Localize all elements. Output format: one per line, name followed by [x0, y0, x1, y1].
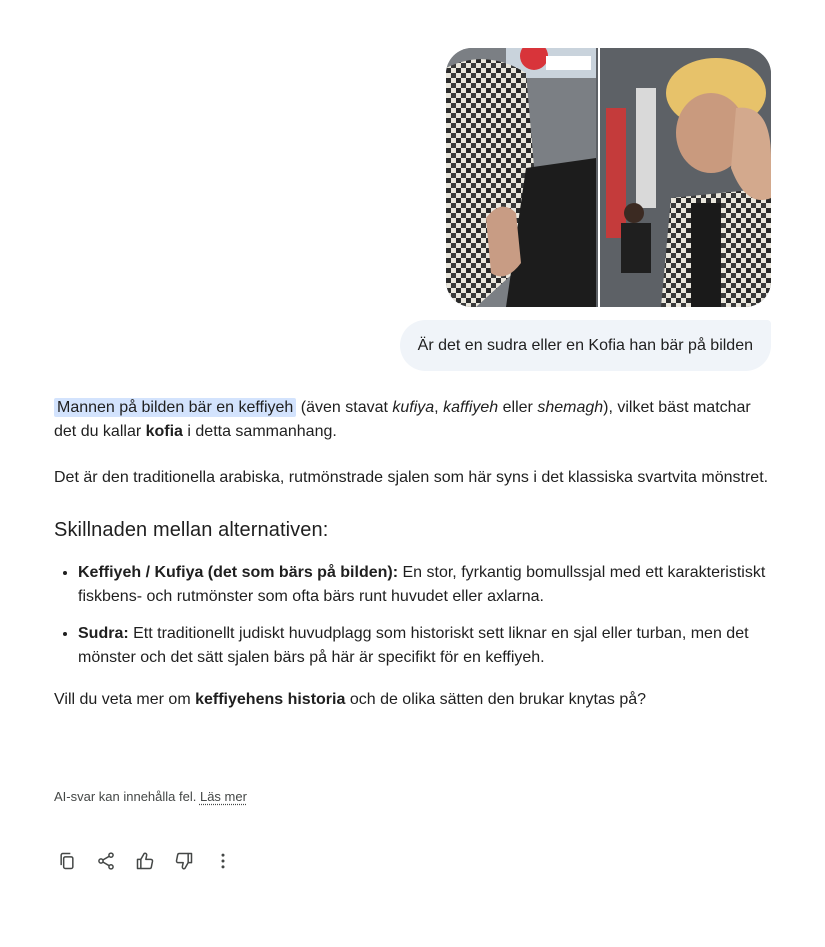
copy-button[interactable] [54, 848, 79, 873]
more-options-button[interactable] [210, 848, 235, 873]
thumbs-down-icon [174, 851, 194, 871]
response-actions [54, 848, 235, 873]
assistant-response [54, 396, 774, 734]
response-bullet-list [54, 560, 774, 670]
more-vertical-icon [213, 851, 233, 871]
user-message-text: Är det en sudra eller en Kofia han bär på bilden [417, 336, 753, 354]
thumbs-up-button[interactable] [132, 848, 157, 873]
copy-icon [57, 851, 77, 871]
ai-disclaimer: AI-svar kan innehålla fel. Läs mer [54, 789, 247, 804]
learn-more-link[interactable]: Läs mer [199, 789, 247, 804]
list-item: • Sudra: Ett traditionellt judiskt huvudplagg som historiskt sett liknar en sjal eller turban, men det mönster och det sätt sjalen bärs på här är specifikt för en keffiyeh. [78, 621, 774, 670]
list-item: • Keffiyeh / Kufiya (det som bärs på bilden): En stor, fyrkantig bomullssjal med ett karakteristiskt fiskbens- och rutmönster som ofta bärs runt huvudet eller axlarna. [78, 560, 774, 609]
highlighted-text: Mannen på bilden bär en keffiyeh [54, 398, 296, 417]
response-paragraph-1: Mannen på bilden bär en keffiyeh (även stavat kufiya, kaffiyeh eller shemagh), vilket bäst matchar det du kallar kofia i detta sammanhang. [54, 399, 751, 440]
response-heading: Skillnaden mellan alternativen: [54, 519, 329, 541]
share-button[interactable] [93, 848, 118, 873]
response-paragraph-2: Det är den traditionella arabiska, rutmönstrade sjalen som här syns i det klassiska svartvita mönstret. [54, 469, 769, 486]
uploaded-photo[interactable] [446, 48, 771, 307]
response-paragraph-3: Vill du veta mer om keffiyehens historia och de olika sätten den brukar knytas på? [54, 691, 647, 708]
user-message-bubble [400, 320, 771, 371]
thumbs-up-icon [135, 851, 155, 871]
thumbs-down-button[interactable] [171, 848, 196, 873]
share-icon [96, 851, 116, 871]
